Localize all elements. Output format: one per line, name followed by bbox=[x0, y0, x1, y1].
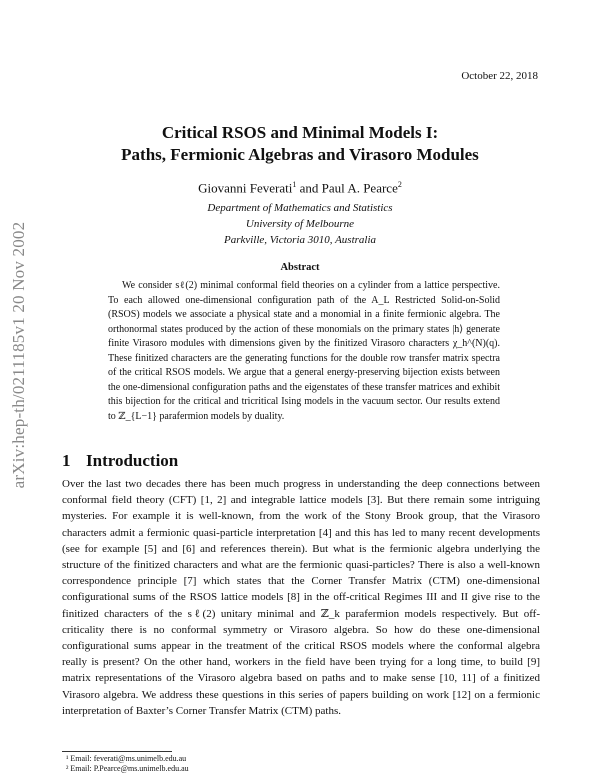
footnote: ² Email: P.Pearce@ms.unimelb.edu.au bbox=[66, 764, 189, 773]
author-2-footnote-mark: 2 bbox=[397, 180, 402, 189]
author-and: and bbox=[296, 180, 322, 196]
section-title: Introduction bbox=[86, 451, 179, 470]
affiliation-line: Department of Mathematics and Statistics bbox=[207, 202, 393, 214]
affiliation-line: University of Melbourne bbox=[245, 218, 355, 230]
title-line-1: Critical RSOS and Minimal Models I: bbox=[161, 123, 439, 142]
abstract-body: We consider sℓ(2) minimal conformal field theories on a cylinder from a lattice perspective. To each allowed one-dimensional configuration path of the A_L Restricted Solid-on-Solid (RSOS) models we associate a physical state and a monomial in a finite fermionic algebra. The orthonormal states produced by the action of these monomials on the primary states |h⟩ generate finite Virasoro modules with dimensions given by the finitized Virasoro characters χ_h^(N)(q). These finitized characters are the generating functions for the double row transfer matrix spectra of the critical RSOS models. We argue that a general energy-preserving bijection exists between the one-dimensional configuration paths and the eigenstates of these transfer matrices and exhibit this bijection for the critical and tricritical Ising models in the vacuum sector. Our results extend to ℤ_{L−1} parafermion models by duality. bbox=[108, 280, 500, 422]
paper-title bbox=[0, 122, 600, 166]
affiliation bbox=[0, 200, 600, 248]
arxiv-identifier: arXiv:hep-th/0211185v1 20 Nov 2002 bbox=[9, 221, 28, 489]
author-1: Giovanni Feverati bbox=[198, 180, 293, 196]
title-line-2: Paths, Fermionic Algebras and Virasoro Modules bbox=[121, 145, 479, 164]
footnotes bbox=[66, 754, 189, 774]
footnote-rule bbox=[62, 751, 172, 752]
affiliation-line: Parkville, Victoria 3010, Australia bbox=[223, 234, 377, 246]
introduction-paragraph: Over the last two decades there has been much progress in understanding the deep connections between conformal field theory (CFT) [1, 2] and integrable lattice models [3]. But there remain some intriguing mysteries. For example it is well-known, from the work of the Stony Brook group, that the Virasoro characters admit a fermionic quasi-particle interpretation [4] and this has led to many recent developments (see for example [5] and [6] and references therein). But what is the fermionic algebra underlying the structure of the finitized characters and what are the fermionic quasi-particles? There is also a well-known correspondence principle [7] which states that the Corner Transfer Matrix (CTM) one-dimensional configurational sums of the RSOS lattice models [8] in the off-critical Regimes III and II give rise to the finitized characters of the sℓ(2) unitary minimal and ℤ_k parafermion models respectively. But off-criticality there is no conformal symmetry or Virasoro algebra. So how do these one-dimensional configurational sums appear in the treatment of the critical RSOS models where the conformal algebra really is present? On the other hand, workers in the field have been trying for a long time, to build [9] matrix representations of the Virasoro algebra based on paths and to make sense [10, 11] of a finitized Virasoro algebra. We address these questions in this series of papers building on work [12] on a fermionic interpretation of Baxter’s Corner Transfer Matrix (CTM) paths. bbox=[62, 478, 540, 717]
author-1-footnote-mark: 1 bbox=[292, 180, 297, 189]
abstract-heading: Abstract bbox=[280, 262, 320, 273]
authors bbox=[0, 180, 600, 196]
footnote: ¹ Email: feverati@ms.unimelb.edu.au bbox=[66, 754, 187, 763]
date: October 22, 2018 bbox=[461, 70, 538, 82]
author-2: Paul A. Pearce bbox=[321, 180, 398, 196]
section-number: 1 bbox=[62, 451, 71, 470]
arxiv-stamp bbox=[6, 205, 32, 505]
section-heading bbox=[62, 451, 178, 471]
